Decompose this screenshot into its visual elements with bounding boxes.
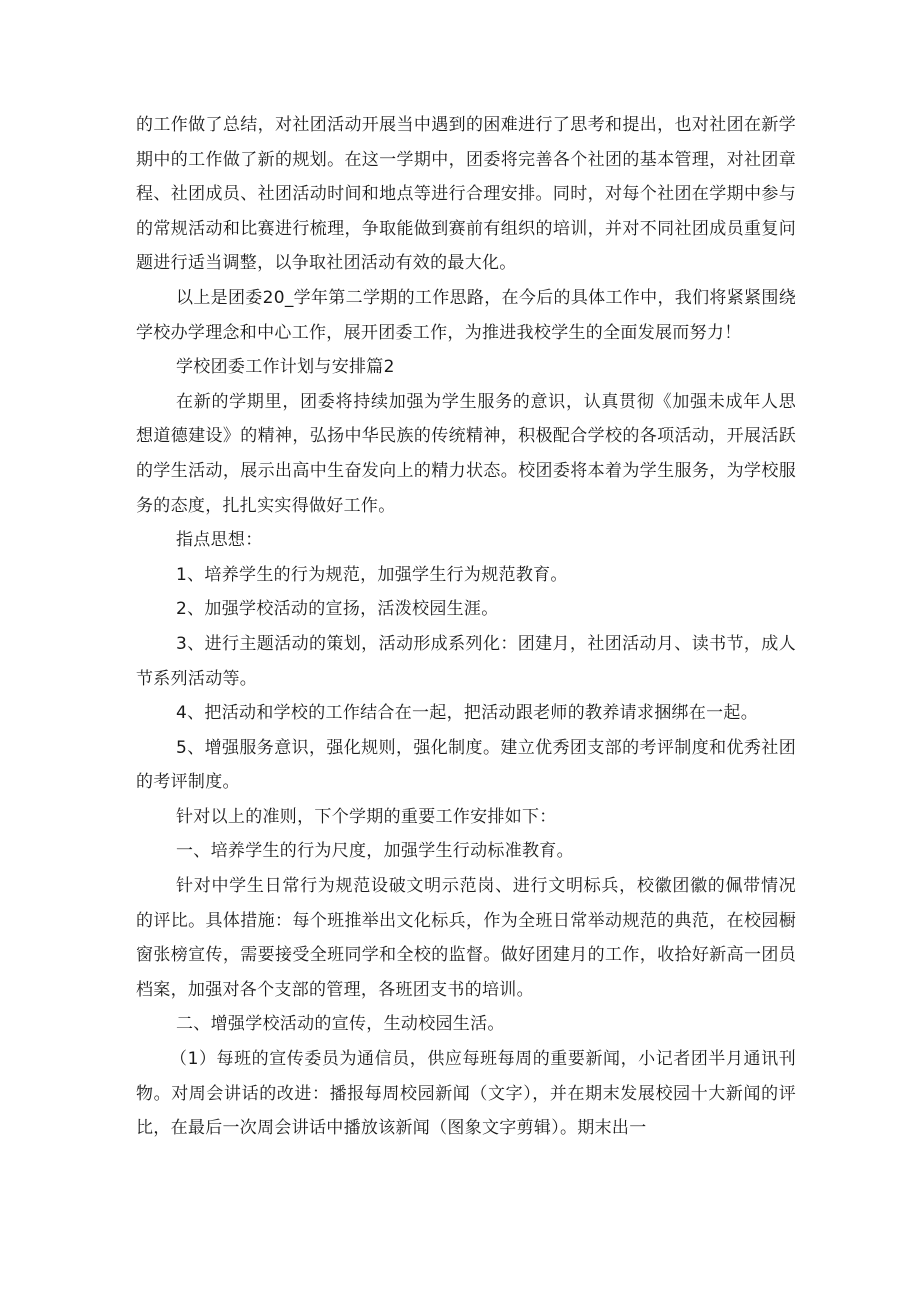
paragraph-intro: 在新的学期里，团委将持续加强为学生服务的意识，认真贯彻《加强未成年人思想道德建设》的精神，弘扬中华民族的传统精神，积极配合学校的各项活动，开展活跃的学生活动，展示出高中生奋发向上的精力状态。校团委将本着为学生服务，为学校服务的态度，扎扎实实得做好工作。 [136,391,796,516]
list-item: 5、增强服务意识，强化规则，强化制度。建立优秀团支部的考评制度和优秀社团的考评制度。 [136,737,796,793]
subheading-two: 二、增强学校活动的宣传，生动校园生活。 [176,1014,505,1035]
paragraph-summary: 以上是团委20_学年第二学期的工作思路，在今后的具体工作中，我们将紧紧围绕学校办学理念和中心工作，展开团委工作，为推进我校学生的全面发展而努力！ [136,287,796,343]
paragraph-continuation: 的工作做了总结，对社团活动开展当中遇到的困难进行了思考和提出，也对社团在新学期中的工作做了新的规划。在这一学期中，团委将完善各个社团的基本管理，对社团章程、社团成员、社团活动时间和地点等进行合理安排。同时，对每个社团在学期中参与的常规活动和比赛进行梳理，争取能做到赛前有组织的培训，并对不同社团成员重复问题进行适当调整，以争取社团活动有效的最大化。 [136,115,796,274]
list-item: 4、把活动和学校的工作结合在一起，把活动跟老师的教养请求捆绑在一起。 [176,703,759,724]
document-body [136,108,796,1146]
paragraph-publicity: （1）每班的宣传委员为通信员，供应每班每周的重要新闻，小记者团半月通讯刊物。对周会讲话的改进：播报每周校园新闻（文字），并在期末发展校园十大新闻的评比，在最后一次周会讲话中播放该新闻（图象文字剪辑）。期末出一 [136,1049,796,1139]
list-item: 2、加强学校活动的宣扬，活泼校园生涯。 [176,599,499,620]
section-title: 学校团委工作计划与安排篇2 [176,357,395,378]
paragraph-measures: 针对中学生日常行为规范设破文明示范岗、进行文明标兵，校徽团徽的佩带情况的评比。具体措施：每个班推举出文化标兵，作为全班日常举动规范的典范，在校园橱窗张榜宣传，需要接受全班同学和全校的监督。做好团建月的工作，收拾好新高一团员档案，加强对各个支部的管理，各班团支书的培训。 [136,876,796,1000]
guiding-thought-heading: 指点思想： [176,530,263,551]
list-item: 1、培养学生的行为规范，加强学生行为规范教育。 [176,564,568,585]
list-item: 3、进行主题活动的策划，活动形成系列化：团建月，社团活动月、读书节，成人节系列活动等。 [136,633,796,689]
paragraph-arrangement: 针对以上的准则，下个学期的重要工作安排如下： [176,806,557,827]
subheading-one: 一、培养学生的行为尺度，加强学生行动标准教育。 [176,841,574,862]
